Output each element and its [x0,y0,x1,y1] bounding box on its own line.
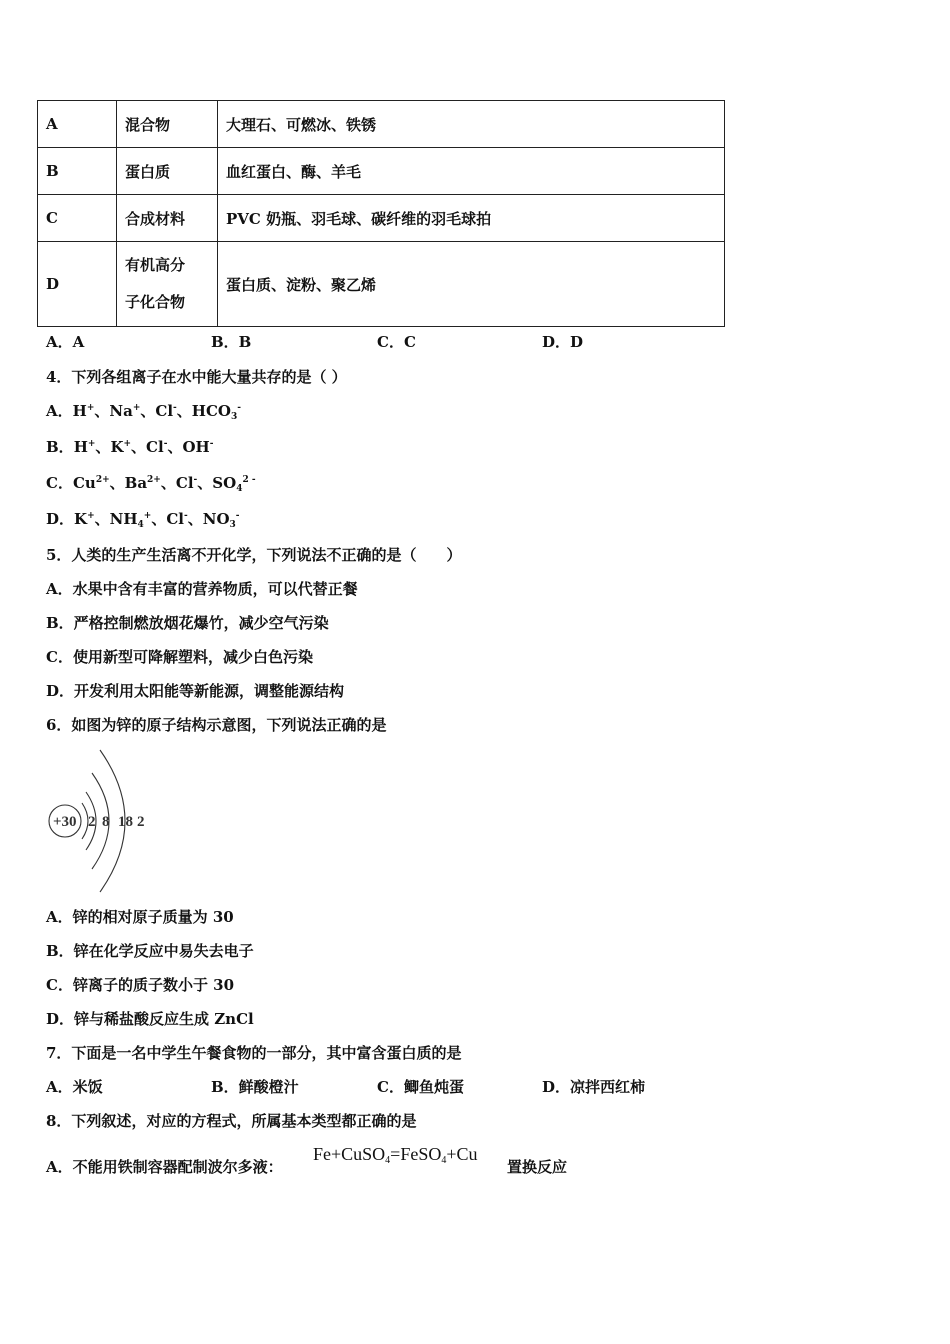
q7-option-c[interactable]: C．鲫鱼炖蛋 [377,1078,464,1096]
q7-option-b[interactable]: B．鲜酸橙汁 [211,1078,299,1096]
row-category-line1: 有机高分 [125,256,186,274]
q4-option-a[interactable]: A．H+、Na+、Cl-、$HCO_3^-$ [46,402,241,422]
row-examples: 血红蛋白、酶、羊毛 [218,148,725,195]
q3-option-c[interactable]: C．C [377,333,416,351]
row-key: A [38,101,117,148]
row-category [117,242,218,327]
q7-stem: 7．下面是一名中学生午餐食物的一部分，其中富含蛋白质的是 [46,1044,462,1062]
shell-electrons-4: 2 [137,814,145,830]
row-category: 混合物 [117,101,218,148]
q8-option-a-prefix[interactable]: A．不能用铁制容器配制波尔多液： [46,1158,283,1176]
q3-option-d[interactable]: D．D [542,333,584,351]
q5-option-d[interactable]: D．开发利用太阳能等新能源，调整能源结构 [46,682,345,700]
q7-option-d[interactable]: D．凉拌西红柿 [542,1078,646,1096]
row-examples: PVC 奶瓶、羽毛球、碳纤维的羽毛球拍 [218,195,725,242]
q6-option-b[interactable]: B．锌在化学反应中易失去电子 [46,942,254,960]
q3-option-a[interactable]: A．A [46,333,85,351]
shell-electrons-2: 8 [102,814,110,830]
q5-option-b[interactable]: B．严格控制燃放烟花爆竹，减少空气污染 [46,614,329,632]
row-category-line2: 子化合物 [125,293,186,311]
q5-stem: 5．人类的生产生活离不开化学，下列说法不正确的是（ ） [46,546,462,564]
q5-option-c[interactable]: C．使用新型可降解塑料，减少白色污染 [46,648,313,666]
zinc-atom-structure-diagram [40,748,160,893]
table-row [38,242,725,327]
q6-option-a[interactable]: A．锌的相对原子质量为 30 [46,908,234,926]
row-key: D [38,242,117,327]
q3-option-b[interactable]: B．B [211,333,252,351]
row-key: B [38,148,117,195]
q5-option-a[interactable]: A．水果中含有丰富的营养物质，可以代替正餐 [46,580,358,598]
q4-stem: 4．下列各组离子在水中能大量共存的是（ ） [46,368,347,386]
q8-stem: 8．下列叙述，对应的方程式，所属基本类型都正确的是 [46,1112,417,1130]
table-row [38,148,725,195]
q6-option-c[interactable]: C．锌离子的质子数小于 30 [46,976,235,994]
row-category: 蛋白质 [117,148,218,195]
q6-option-d[interactable]: D．锌与稀盐酸反应生成 ZnCl [46,1010,254,1028]
q6-stem: 6．如图为锌的原子结构示意图，下列说法正确的是 [46,716,387,734]
q8-equation: Fe+CuSO$_4$=FeSO$_4$+Cu [313,1144,478,1166]
shell-electrons-1: 2 [88,814,96,830]
shell-electrons-3: 18 [118,814,133,830]
nucleus-charge: +30 [53,814,77,830]
q4-option-b[interactable]: B．H+、K+、Cl-、OH- [46,438,214,456]
row-examples: 大理石、可燃冰、铁锈 [218,101,725,148]
q4-option-c[interactable]: C．$Cu^{2+}$、$Ba^{2+}$、Cl-、$SO_4^{2 -}$ [46,474,256,494]
q8-option-a-type: 置换反应 [507,1158,568,1176]
row-examples: 蛋白质、淀粉、聚乙烯 [218,242,725,327]
q7-option-a[interactable]: A．米饭 [46,1078,103,1096]
table-row [38,101,725,148]
table-row [38,195,725,242]
row-category: 合成材料 [117,195,218,242]
row-key: C [38,195,117,242]
classification-table [37,100,725,327]
q4-option-d[interactable]: D．K+、$NH_4^+$、Cl-、$NO_3^-$ [46,510,240,530]
